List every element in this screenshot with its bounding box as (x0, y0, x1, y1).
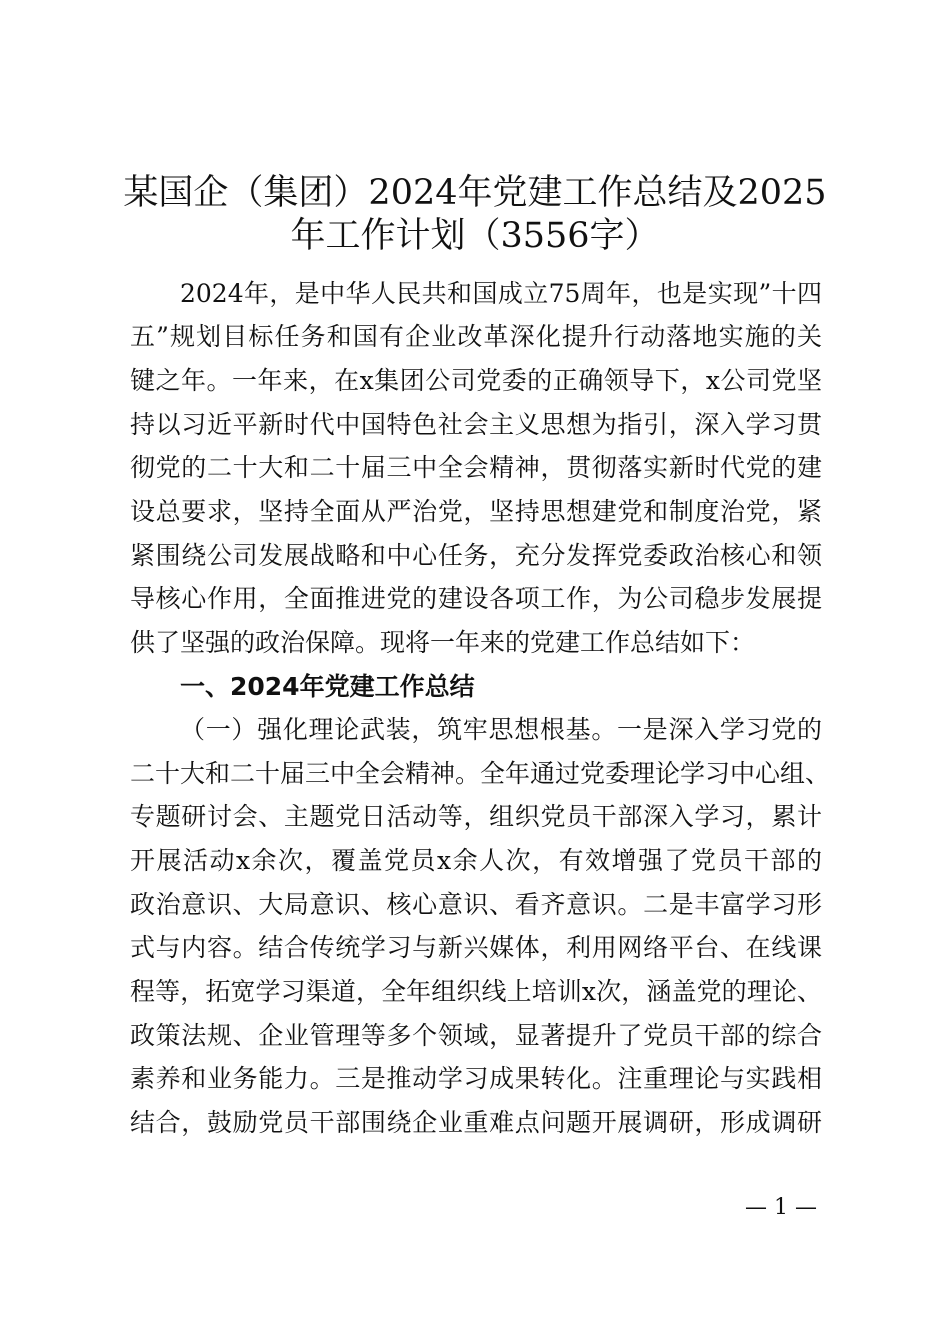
body-line: 开展活动x余次，覆盖党员x余人次，有效增强了党员干部的 (130, 846, 822, 875)
intro-line: 导核心作用，全面推进党的建设各项工作，为公司稳步发展提 (130, 584, 822, 613)
intro-line: 设总要求，坚持全面从严治党，坚持思想建党和制度治党，紧 (130, 497, 822, 526)
document-title-line-1: 某国企（集团）2024年党建工作总结及2025 (123, 173, 827, 213)
body-line: （一）强化理论武装，筑牢思想根基。一是深入学习党的 (180, 715, 822, 744)
body-line: 素养和业务能力。三是推动学习成果转化。注重理论与实践相 (130, 1064, 822, 1093)
body-line: 结合，鼓励党员干部围绕企业重难点问题开展调研，形成调研 (130, 1108, 822, 1137)
body-line: 政治意识、大局意识、核心意识、看齐意识。二是丰富学习形 (130, 890, 822, 919)
intro-line: 2024年，是中华人民共和国成立75周年，也是实现”十四 (180, 279, 822, 308)
intro-line: 彻党的二十大和二十届三中全会精神，贯彻落实新时代党的建 (130, 453, 822, 482)
body-line: 专题研讨会、主题党日活动等，组织党员干部深入学习，累计 (130, 802, 822, 831)
body-line: 政策法规、企业管理等多个领域，显著提升了党员干部的综合 (130, 1021, 822, 1050)
intro-line: 紧围绕公司发展战略和中心任务，充分发挥党委政治核心和领 (130, 541, 822, 570)
body-line: 程等，拓宽学习渠道，全年组织线上培训x次，涵盖党的理论、 (130, 977, 822, 1006)
section-heading: 一、2024年党建工作总结 (180, 672, 475, 701)
intro-line: 五”规划目标任务和国有企业改革深化提升行动落地实施的关 (130, 322, 822, 351)
body-line: 式与内容。结合传统学习与新兴媒体，利用网络平台、在线课 (130, 933, 822, 962)
document-title-line-2: 年工作计划（3556字） (290, 216, 660, 256)
page-number: — 1 — (745, 1195, 817, 1220)
body-line: 二十大和二十届三中全会精神。全年通过党委理论学习中心组、 (130, 759, 831, 788)
intro-line: 键之年。一年来，在x集团公司党委的正确领导下，x公司党坚 (130, 366, 822, 395)
intro-line: 供了坚强的政治保障。现将一年来的党建工作总结如下： (130, 628, 756, 657)
intro-line: 持以习近平新时代中国特色社会主义思想为指引，深入学习贯 (130, 410, 822, 439)
